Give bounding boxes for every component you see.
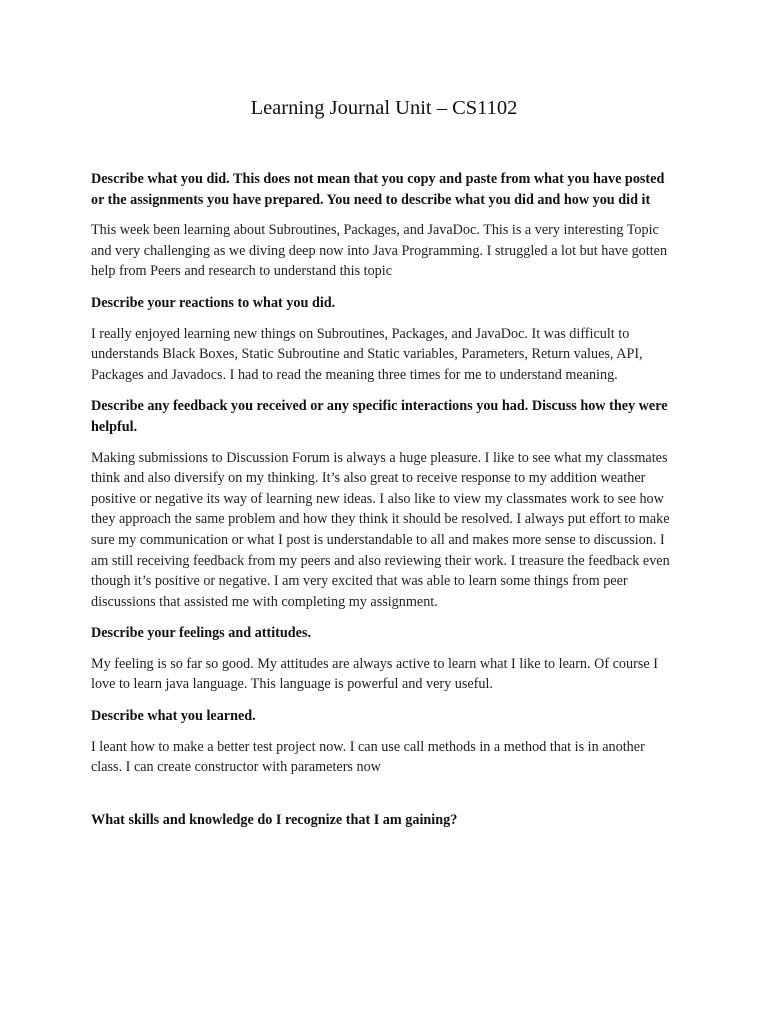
- question-learned: Describe what you learned.: [91, 708, 256, 725]
- answer-what-you-did: This week been learning about Subroutines, Packages, and JavaDoc. This is a very interesting Topic and very challenging as we diving deep now into Java Programming. I struggled a lot but have gotten help from Peers and research to understand this topic: [91, 222, 668, 280]
- answer-learned: I leant how to make a better test project now. I can use call methods in a method that is in another class. I can create constructor with parameters now: [91, 738, 645, 776]
- question-skills: What skills and knowledge do I recognize that I am gaining?: [91, 811, 458, 828]
- question-feelings: Describe your feelings and attitudes.: [91, 625, 312, 642]
- answer-reactions: I really enjoyed learning new things on Subroutines, Packages, and JavaDoc. It was difficult to understands Black Boxes, Static Subroutine and Static variables, Parameters, Return values, API, Packages and Javadocs. I had to read the meaning three times for me to understand meaning.: [91, 325, 643, 383]
- question-what-you-did: Describe what you did. This does not mean that you copy and paste from what you have posted or the assignments you have prepared. You need to describe what you did and how you did it: [91, 171, 665, 208]
- answer-feedback: Making submissions to Discussion Forum is always a huge pleasure. I like to see what my classmates think and also diversify on my thinking. It’s also great to receive response to my addition weather positive or negative its way of learning new ideas. I also like to view my classmates work to see how they approach the same problem and how they think it should be resolved. I always put effort to make sure my communication or what I post is understandable to all and makes more sense to discussion. I am still receiving feedback from my peers and also reviewing their work. I treasure the feedback even though it’s positive or negative. I am very excited that was able to learn some things from peer discussions that assisted me with completing my assignment.: [91, 449, 670, 610]
- question-feedback: Describe any feedback you received or any specific interactions you had. Discuss how they were helpful.: [91, 398, 668, 435]
- question-reactions: Describe your reactions to what you did.: [91, 294, 336, 311]
- answer-feelings: My feeling is so far so good. My attitudes are always active to learn what I like to learn. Of course I love to learn java language. This language is powerful and very useful.: [91, 655, 658, 693]
- journal-body: [91, 169, 676, 830]
- document-title: Learning Journal Unit – CS1102: [250, 97, 518, 119]
